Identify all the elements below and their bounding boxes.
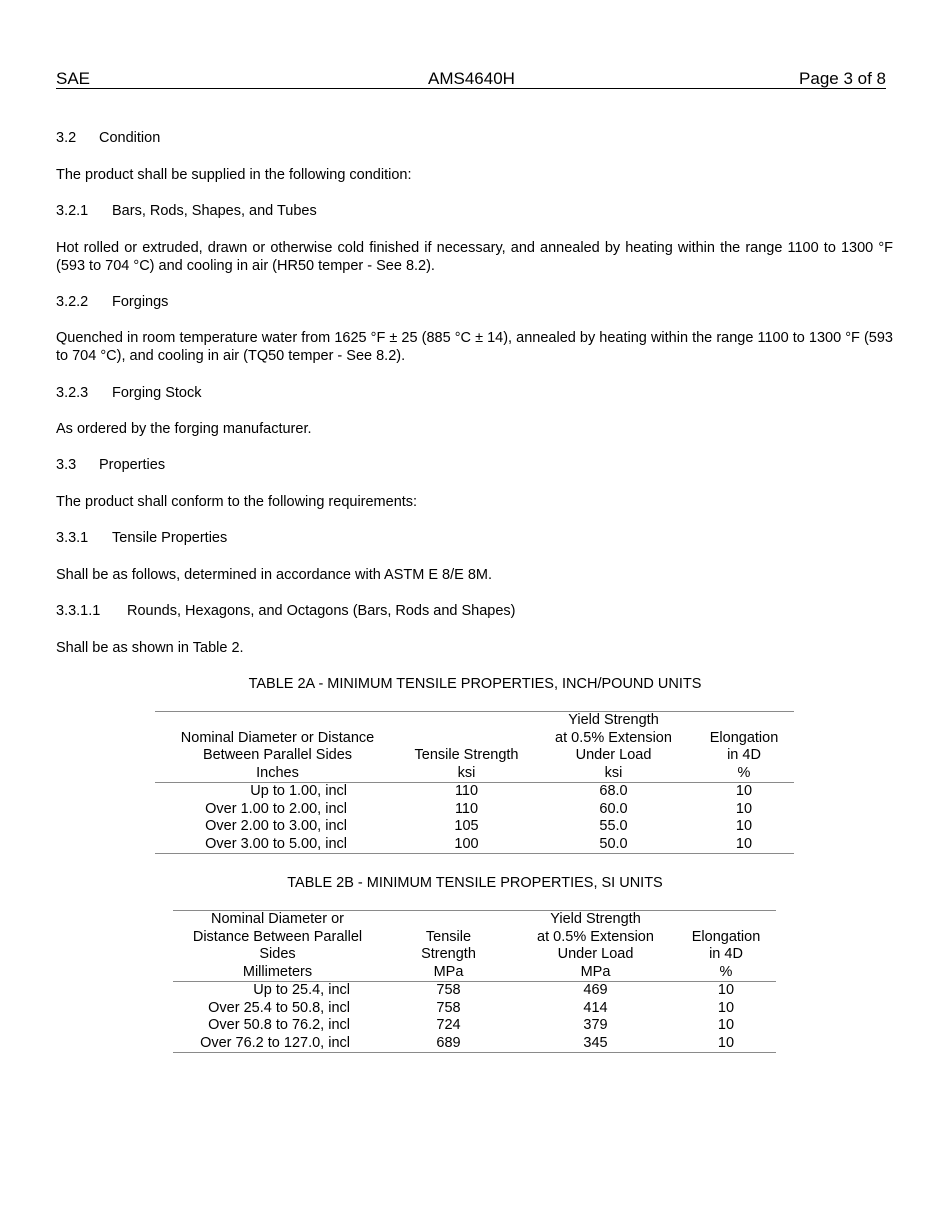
table-row: Over 1.00 to 2.00, incl 110 60.0 10 bbox=[205, 800, 753, 817]
section-text-3-3: The product shall conform to the following requirements: bbox=[56, 494, 418, 510]
section-text-3-2-3: As ordered by the forging manufacturer. bbox=[56, 421, 312, 437]
page-header bbox=[56, 68, 886, 89]
table-2b bbox=[173, 910, 776, 1053]
table-2a-header-tensile: Tensile Strength ksi bbox=[400, 712, 533, 783]
header-org: SAE bbox=[56, 69, 91, 88]
header-page-number: Page 3 of 8 bbox=[799, 69, 886, 88]
section-heading-3-2-3: 3.2.3 Forging Stock bbox=[56, 385, 202, 401]
section-text-3-2: The product shall be supplied in the following condition: bbox=[56, 167, 412, 183]
table-2b-header-tensile: Tensile Strength MPa bbox=[382, 911, 515, 982]
table-2b-caption: TABLE 2B - MINIMUM TENSILE PROPERTIES, SI UNITS bbox=[287, 875, 663, 891]
header-doc-id: AMS4640H bbox=[428, 69, 515, 88]
table-row: Over 2.00 to 3.00, incl 105 55.0 10 bbox=[205, 818, 753, 834]
table-2b-header-elongation: Elongation in 4D % bbox=[676, 911, 776, 982]
section-heading-3-2-2: 3.2.2 Forgings bbox=[56, 294, 169, 310]
table-row: Over 25.4 to 50.8, incl 758 414 10 bbox=[208, 999, 735, 1016]
table-2a-header-yield: Yield Strength at 0.5% Extension Under Load ksi bbox=[533, 712, 694, 783]
table-2a-caption: TABLE 2A - MINIMUM TENSILE PROPERTIES, INCH/POUND UNITS bbox=[248, 676, 702, 692]
table-2b-header-yield: Yield Strength at 0.5% Extension Under Load MPa bbox=[515, 911, 676, 982]
table-row: Up to 1.00, incl 110 68.0 10 bbox=[250, 783, 753, 799]
table-row: Up to 25.4, incl 758 469 10 bbox=[253, 982, 735, 998]
table-2b-header-row bbox=[173, 911, 776, 982]
section-text-3-2-1: Hot rolled or extruded, drawn or otherwise cold finished if necessary, and annealed by heating within the range 1100 to 1300 °F (593 to 704 °C) and cooling in air (HR50 temper - See 8.2). bbox=[56, 240, 893, 274]
section-text-3-3-1-1: Shall be as shown in Table 2. bbox=[56, 640, 244, 656]
table-2a-header-elongation: Elongation in 4D % bbox=[694, 712, 794, 783]
table-2a bbox=[155, 711, 794, 854]
section-text-3-2-2: Quenched in room temperature water from 1625 °F ± 25 (885 °C ± 14), annealed by heating within the range 1100 to 1300 °F (593 to 704 °C), and cooling in air (TQ50 temper - See 8.2). bbox=[56, 330, 893, 364]
section-heading-3-2-1: 3.2.1 Bars, Rods, Shapes, and Tubes bbox=[56, 203, 317, 219]
section-text-3-3-1: Shall be as follows, determined in accordance with ASTM E 8/E 8M. bbox=[56, 567, 493, 583]
section-heading-3-3-1: 3.3.1 Tensile Properties bbox=[56, 530, 228, 546]
section-heading-3-3: 3.3 Properties bbox=[56, 457, 166, 473]
section-heading-3-2: 3.2 Condition bbox=[56, 130, 161, 146]
section-heading-3-3-1-1: 3.3.1.1 Rounds, Hexagons, and Octagons (Bars, Rods and Shapes) bbox=[56, 603, 516, 619]
table-row: Over 50.8 to 76.2, incl 724 379 10 bbox=[208, 1017, 735, 1033]
table-2a-header-dimension: Nominal Diameter or Distance Between Parallel Sides Inches bbox=[155, 712, 400, 783]
table-row: Over 76.2 to 127.0, incl 689 345 10 bbox=[200, 1034, 735, 1051]
table-row: Over 3.00 to 5.00, incl 100 50.0 10 bbox=[205, 835, 753, 852]
table-2a-header-row bbox=[155, 712, 794, 783]
table-2b-header-dimension: Nominal Diameter or Distance Between Parallel Sides Millimeters bbox=[173, 911, 382, 982]
